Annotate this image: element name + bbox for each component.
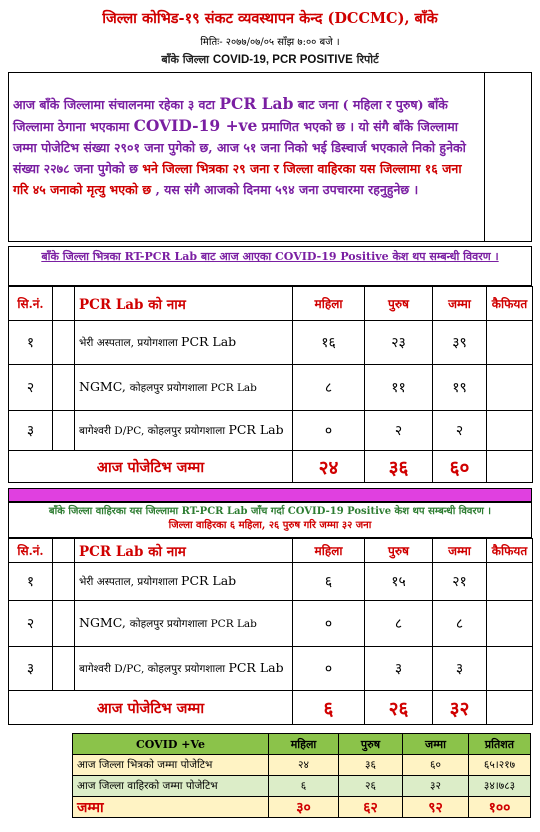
summary-table: [72, 733, 531, 818]
sum-total-label: जम्मा: [73, 797, 269, 818]
row-sn: २: [9, 365, 53, 411]
row-total: २१: [433, 563, 487, 601]
row-sn: १: [9, 321, 53, 365]
row-male: ३: [365, 647, 433, 691]
table-row: [9, 601, 533, 647]
section1-table: [8, 286, 533, 483]
summary-box: [8, 72, 532, 242]
sum-row-male: ३६: [339, 755, 403, 776]
row-sn: ३: [9, 411, 53, 451]
summary-part-1: आज बाँके जिल्लामा संचालनमा रहेका ३ वटा: [13, 97, 220, 112]
row-lab: बागेश्वरी D/PC, कोहलपुर प्रयोगशाला PCR Lab: [75, 411, 293, 451]
table-row: [9, 563, 533, 601]
row-male: २: [365, 411, 433, 451]
col-remarks: कैफियत: [487, 287, 533, 321]
sum-total-male: ६२: [339, 797, 403, 818]
table-row: [73, 755, 531, 776]
row-remarks: [487, 321, 533, 365]
col-total: जम्मा: [433, 539, 487, 563]
table-row: [9, 411, 533, 451]
sum-row-label: आज जिल्ला भित्रको जम्मा पोजेटिभ: [73, 755, 269, 776]
table-row: [9, 647, 533, 691]
sum-col-male: पुरुष: [339, 734, 403, 755]
sum-col-label: COVID +Ve: [73, 734, 269, 755]
sum-col-female: महिला: [269, 734, 339, 755]
table-total-row: [9, 451, 533, 483]
section1-title-text: बाँके जिल्ला भित्रका RT-PCR Lab बाट आज आएका COVID-19 Positive केश थप सम्बन्धी विवरण ।: [41, 250, 499, 263]
row-total: २: [433, 411, 487, 451]
row-remarks: [487, 563, 533, 601]
sum-total-total: ९२: [403, 797, 469, 818]
summary-deaths: भने जिल्ला भित्रका २९ जना र जिल्ला वाहिरका यस जिल्लामा १६ जना गरि ४५ जनाको मृत्यु भएको छ: [13, 161, 462, 197]
row-lab: भेरी अस्पताल, प्रयोगशाला PCR Lab: [75, 321, 293, 365]
row-total: १९: [433, 365, 487, 411]
row-remarks: [487, 411, 533, 451]
total-label: आज पोजेटिभ जम्मा: [9, 691, 293, 725]
row-total: ३: [433, 647, 487, 691]
summary-pcr-lab: PCR Lab: [219, 94, 294, 113]
sum-row-total: ६०: [403, 755, 469, 776]
summary-header-row: [73, 734, 531, 755]
report-date: मितिः- २०७७/०७/०५ साँझ ७:०० बजे ।: [200, 37, 340, 48]
col-male: पुरुष: [365, 539, 433, 563]
row-male: १५: [365, 563, 433, 601]
summary-part-7: , यस संगै आजको दिनमा ५९४ जना उपचारमा रहनुहुनेछ ।: [151, 182, 419, 197]
col-male: पुरुष: [365, 287, 433, 321]
col-lab: PCR Lab को नाम: [75, 287, 293, 321]
sum-row-female: ६: [269, 776, 339, 797]
row-female: ८: [293, 365, 365, 411]
summary-text: [9, 73, 485, 241]
total-male: ३६: [365, 451, 433, 483]
table-header-row: [9, 539, 533, 563]
col-lab: PCR Lab को नाम: [75, 539, 293, 563]
sum-row-pct: ६५।२१७: [469, 755, 531, 776]
report-subtitle-bold: COVID-19, PCR POSITIVE: [212, 54, 353, 66]
row-female: ०: [293, 411, 365, 451]
sum-row-label: आज जिल्ला वाहिरको जम्मा पोजेटिभ: [73, 776, 269, 797]
section2-title-text: बाँके जिल्ला वाहिरका यस जिल्लामा RT-PCR Lab जाँच गर्दा COVID-19 Positive केश थप सम्बन्धी विवरण ।: [48, 506, 492, 517]
section2-title: [8, 502, 532, 538]
sum-row-pct: ३४।७८३: [469, 776, 531, 797]
section2-table: [8, 538, 533, 725]
row-sn: १: [9, 563, 53, 601]
sum-row-male: २६: [339, 776, 403, 797]
row-remarks: [487, 647, 533, 691]
report-subtitle-suffix: रिपोर्ट: [356, 53, 379, 66]
col-total: जम्मा: [433, 287, 487, 321]
row-female: १६: [293, 321, 365, 365]
row-male: ११: [365, 365, 433, 411]
sum-col-total: जम्मा: [403, 734, 469, 755]
col-female: महिला: [293, 287, 365, 321]
total-total: ६०: [433, 451, 487, 483]
row-total: ८: [433, 601, 487, 647]
table-row: [9, 365, 533, 411]
table-row: [9, 321, 533, 365]
summary-part-5: प्रमाणित भएको छ । यो संगै बाँके जिल्लामा जम्मा पोजेटिभ संख्या २९०१ जना पुगेको छ, आज ५१ जना निको भई डिस्चार्ज भएकाले निको हुनेको संख्या २२७८ जना पुगेको छ: [13, 119, 466, 176]
table-row: [73, 776, 531, 797]
col-sn: सि.नं.: [9, 287, 53, 321]
row-lab: NGMC, कोहलपुर प्रयोगशाला PCR Lab: [75, 601, 293, 647]
total-male: २६: [365, 691, 433, 725]
section-divider: [8, 488, 532, 502]
row-remarks: [487, 365, 533, 411]
row-female: ०: [293, 601, 365, 647]
summary-side-cell: [485, 73, 531, 241]
row-lab: NGMC, कोहलपुर प्रयोगशाला PCR Lab: [75, 365, 293, 411]
col-sn: सि.नं.: [9, 539, 53, 563]
row-lab: भेरी अस्पताल, प्रयोगशाला PCR Lab: [75, 563, 293, 601]
total-female: २४: [293, 451, 365, 483]
total-female: ६: [293, 691, 365, 725]
total-total: ३२: [433, 691, 487, 725]
sum-total-female: ३०: [269, 797, 339, 818]
row-lab: बागेश्वरी D/PC, कोहलपुर प्रयोगशाला PCR Lab: [75, 647, 293, 691]
row-sn: २: [9, 601, 53, 647]
row-male: ८: [365, 601, 433, 647]
report-subtitle-prefix: बाँके जिल्ला: [161, 53, 210, 66]
total-label: आज पोजेटिभ जम्मा: [9, 451, 293, 483]
summary-covid-positive: COVID-19 +ve: [133, 116, 258, 135]
section1-title: [8, 246, 532, 286]
summary-part-3: बाट जना ( महिला र पुरुष) बाँके जिल्लामा ठेगाना भएकामा: [13, 97, 448, 134]
table-total-row: [9, 691, 533, 725]
report-subtitle: [0, 52, 540, 67]
sum-total-pct: १००: [469, 797, 531, 818]
row-sn: ३: [9, 647, 53, 691]
table-header-row: [9, 287, 533, 321]
row-total: ३९: [433, 321, 487, 365]
col-remarks: कैफियत: [487, 539, 533, 563]
row-female: ०: [293, 647, 365, 691]
section2-subtitle-text: जिल्ला वाहिरका ६ महिला, २६ पुरुष गरि जम्मा ३२ जना: [168, 520, 372, 531]
sum-col-pct: प्रतिशत: [469, 734, 531, 755]
sum-row-female: २४: [269, 755, 339, 776]
col-female: महिला: [293, 539, 365, 563]
row-remarks: [487, 601, 533, 647]
row-female: ६: [293, 563, 365, 601]
summary-total-row: [73, 797, 531, 818]
sum-row-total: ३२: [403, 776, 469, 797]
row-male: २३: [365, 321, 433, 365]
report-title: जिल्ला कोभिड-१९ संकट व्यवस्थापन केन्द (DCCMC), बाँके: [102, 10, 438, 27]
